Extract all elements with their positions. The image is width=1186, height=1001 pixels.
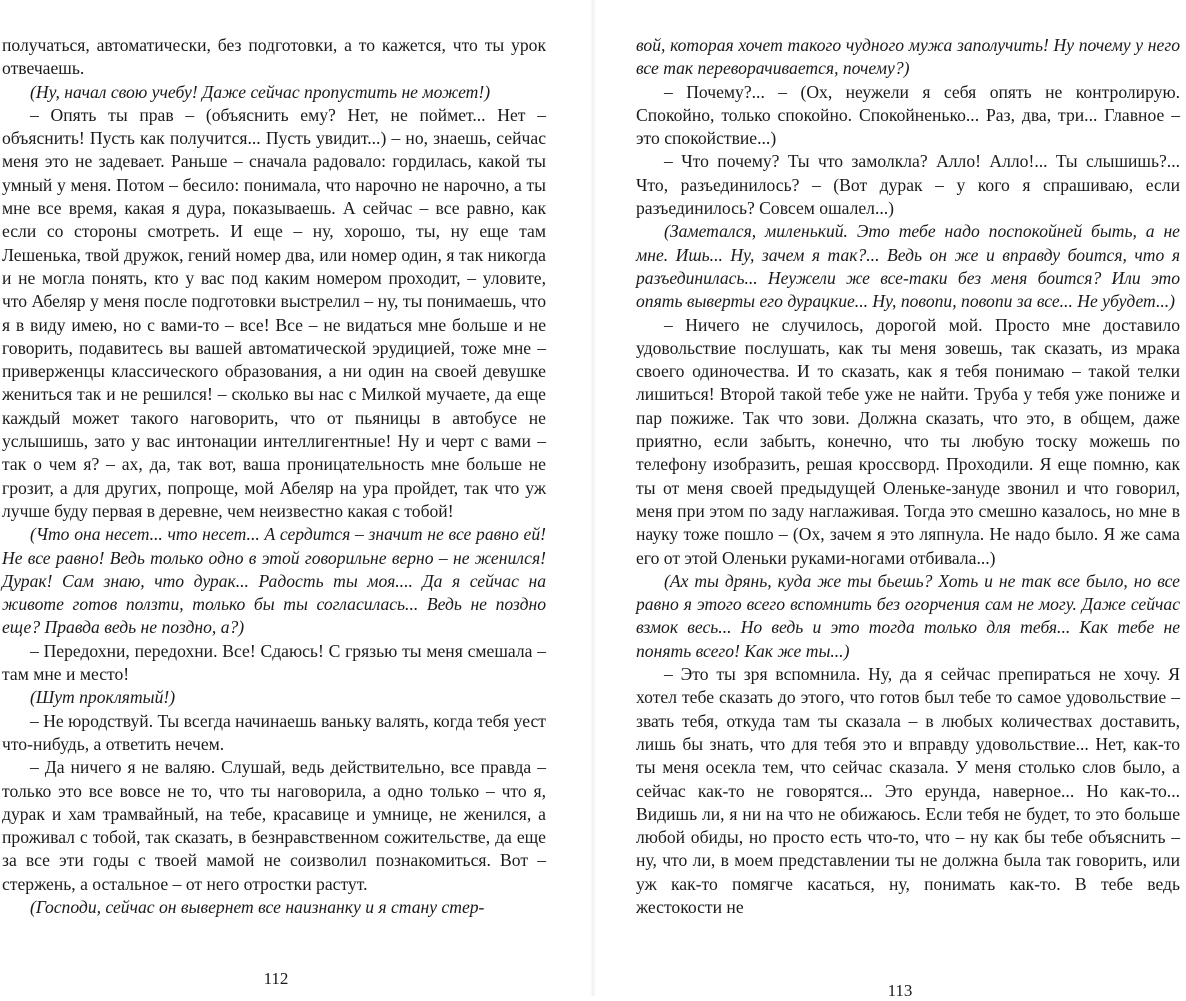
right-page xyxy=(632,0,1186,996)
paragraph: – Передохни, передохни. Все! Сдаюсь! С грязью ты меня смешала – там мне и место! xyxy=(2,640,546,685)
left-page-text xyxy=(2,34,546,919)
paragraph: – Ничего не случилось, дорогой мой. Просто мне доставило удовольствие послушать, как ты меня зовешь, так сказать, из мрака своего одиночества. И то сказать, как я тебя понимаю – такой телки лишиться! Второй такой тебе уже не найти. Труба у тебя уже пониже и пар пожиже. Так что зови. Должна сказать, что это, в общем, даже приятно, если забыть, конечно, что ты любую тоску можешь по телефону изобразить, решая кроссворд. Проходили. Я еще помню, как ты от меня своей предыдущей Оленьке-зануде звонил и что говорил, меня при этом по заду наглаживая. Тогда это смешно казалось, но мне в науку тоже пошло – (Ох, зачем я это ляпнула. Не надо было. Я же сама его от этой Оленьки руками-ногами отбивала...) xyxy=(636,314,1180,568)
paragraph: – Почему?... – (Ох, неужели я себя опять не контролирую. Спокойно, только спокойно. Спокойненько... Раз, два, три... Главное – это спокойствие...) xyxy=(636,81,1180,149)
left-page xyxy=(0,0,560,996)
paragraph: (Шут проклятый!) xyxy=(30,687,176,708)
paragraph: (Господи, сейчас он вывернет все наизнанку и я стану стер- xyxy=(30,896,485,917)
paragraph: (Что она несет... что несет... А сердится – значит не все равно ей! Не все равно! Ведь только одно в этой говорильне верно – не женился! Дурак! Сам знаю, что дурак... Радость ты моя.... Да я сейчас на животе готов ползти, только бы ты согласилась... Ведь не поздно еще? Правда ведь не поздно, а?) xyxy=(2,524,546,638)
paragraph: (Ах ты дрянь, куда же ты бьешь? Хоть и не так все было, но все равно я этого всего вспомнить без огорчения сам не могу. Даже сейчас взмок весь... Но ведь и это тогда только для тебя... Как тебе не понять всего! Как же ты...) xyxy=(636,570,1180,661)
paragraph: – Да ничего я не валяю. Слушай, ведь действительно, все правда – только это все вовсе не то, что ты наговорила, а одно только – что я, дурак и хам трамвайный, на тебе, красавице и умнице, не женился, а проживал с тобой, так сказать, в безнравственном сожительстве, да еще за все эти годы с твоей мамой не соизволил познакомиться. Вот – стержень, а остальное – от него отростки растут. xyxy=(2,757,546,894)
page-number-right: 113 xyxy=(887,981,913,1000)
paragraph: – Опять ты прав – (объяснить ему? Нет, не поймет... Нет – объяснить! Пусть как получится... Пусть увидит...) – но, знаешь, сейчас меня это не задевает. Раньше – сначала радовало: гордилась, какой ты умный у меня. Потом – бесило: понимала, что нарочно не нарочно, а ты мне все время, какая я дура, показываешь. А сейчас – все равно, как если со стороны смотреть. И еще – ну, хорошо, ты, ну еще там Лешенька, твой дружок, гений номер два, или номер один, я так никогда и не могла понять, кто у вас под каким номером проходит, – уловите, что Абеляр у меня после подготовки выстрелил – ну, ты понимаешь, что я в виду имею, но с вами-то – все! Все – не видаться мне больше и не говорить, подавитесь вы вашей автоматической эрудицией, тоже мне – приверженцы классического образования, а ни один на своей девушке жениться так и не решился! – сколько вы нас с Милкой мучаете, да еще каждый может такого наговорить, что от пьяницы в автобусе не услышишь, зато у вас интонации интеллигентные! Ну и черт с вами – так о чем я? – ах, да, так вот, ваша проницательность мне больше не грозит, а для других, попроще, мой Абеляр на ура пройдет, так что уж лучше буду первая в деревне, чем неизвестно какая с тобой! xyxy=(2,104,546,521)
paragraph: – Это ты зря вспомнила. Ну, да я сейчас препираться не хочу. Я хотел тебе сказать до этого, что готов был тебе то самое удовольствие – звать тебя, откуда там ты сказала – в любых количествах доставить, лишь бы знать, что для тебя это и вправду удовольствие... Нет, как-то ты меня осекла тем, что сейчас сказала. У меня столько слов было, а сейчас как-то не говорятся... Это ерунда, наверное... Но как-то... Видишь ли, я ни на что не обижаюсь. Если тебя не будет, то это больше любой обиды, но просто есть что-то, что – ну как бы тебе объяснить – ну, что ли, в моем представлении ты не должна была так говорить, или уж как-то помягче касаться, ну, понимать как-то. В тебе ведь жестокости не xyxy=(636,664,1180,917)
paragraph: вой, которая хочет такого чудного мужа заполучить! Ну почему у него все так переворачивается, почему?) xyxy=(636,35,1180,79)
paragraph: получаться, автоматически, без подготовки, а то кажется, что ты урок отвечаешь. xyxy=(2,35,546,79)
paragraph: – Не юродствуй. Ты всегда начинаешь ваньку валять, когда тебя уест что-нибудь, а ответить нечем. xyxy=(2,710,546,754)
paragraph: – Что почему? Ты что замолкла? Алло! Алло!... Ты слышишь?... Что, разъединилось? – (Вот дурак – у кого я спрашиваю, если разъединилось? Совсем ошалел...) xyxy=(636,151,1180,219)
page-number-left: 112 xyxy=(263,969,289,988)
paragraph: (Заметался, миленький. Это тебе надо поспокойней быть, а не мне. Ишь... Ну, зачем я так?... Ведь он же и вправду боится, что я разъединилась... Неужели же все-таки без меня боится? Или это опять выверты его дурацкие... Ну, повопи, повопи за все... Не убудет...) xyxy=(636,221,1180,312)
paragraph: (Ну, начал свою учебу! Даже сейчас пропустить не может!) xyxy=(30,81,491,102)
right-page-text xyxy=(636,34,1180,919)
book-gutter xyxy=(590,0,596,996)
